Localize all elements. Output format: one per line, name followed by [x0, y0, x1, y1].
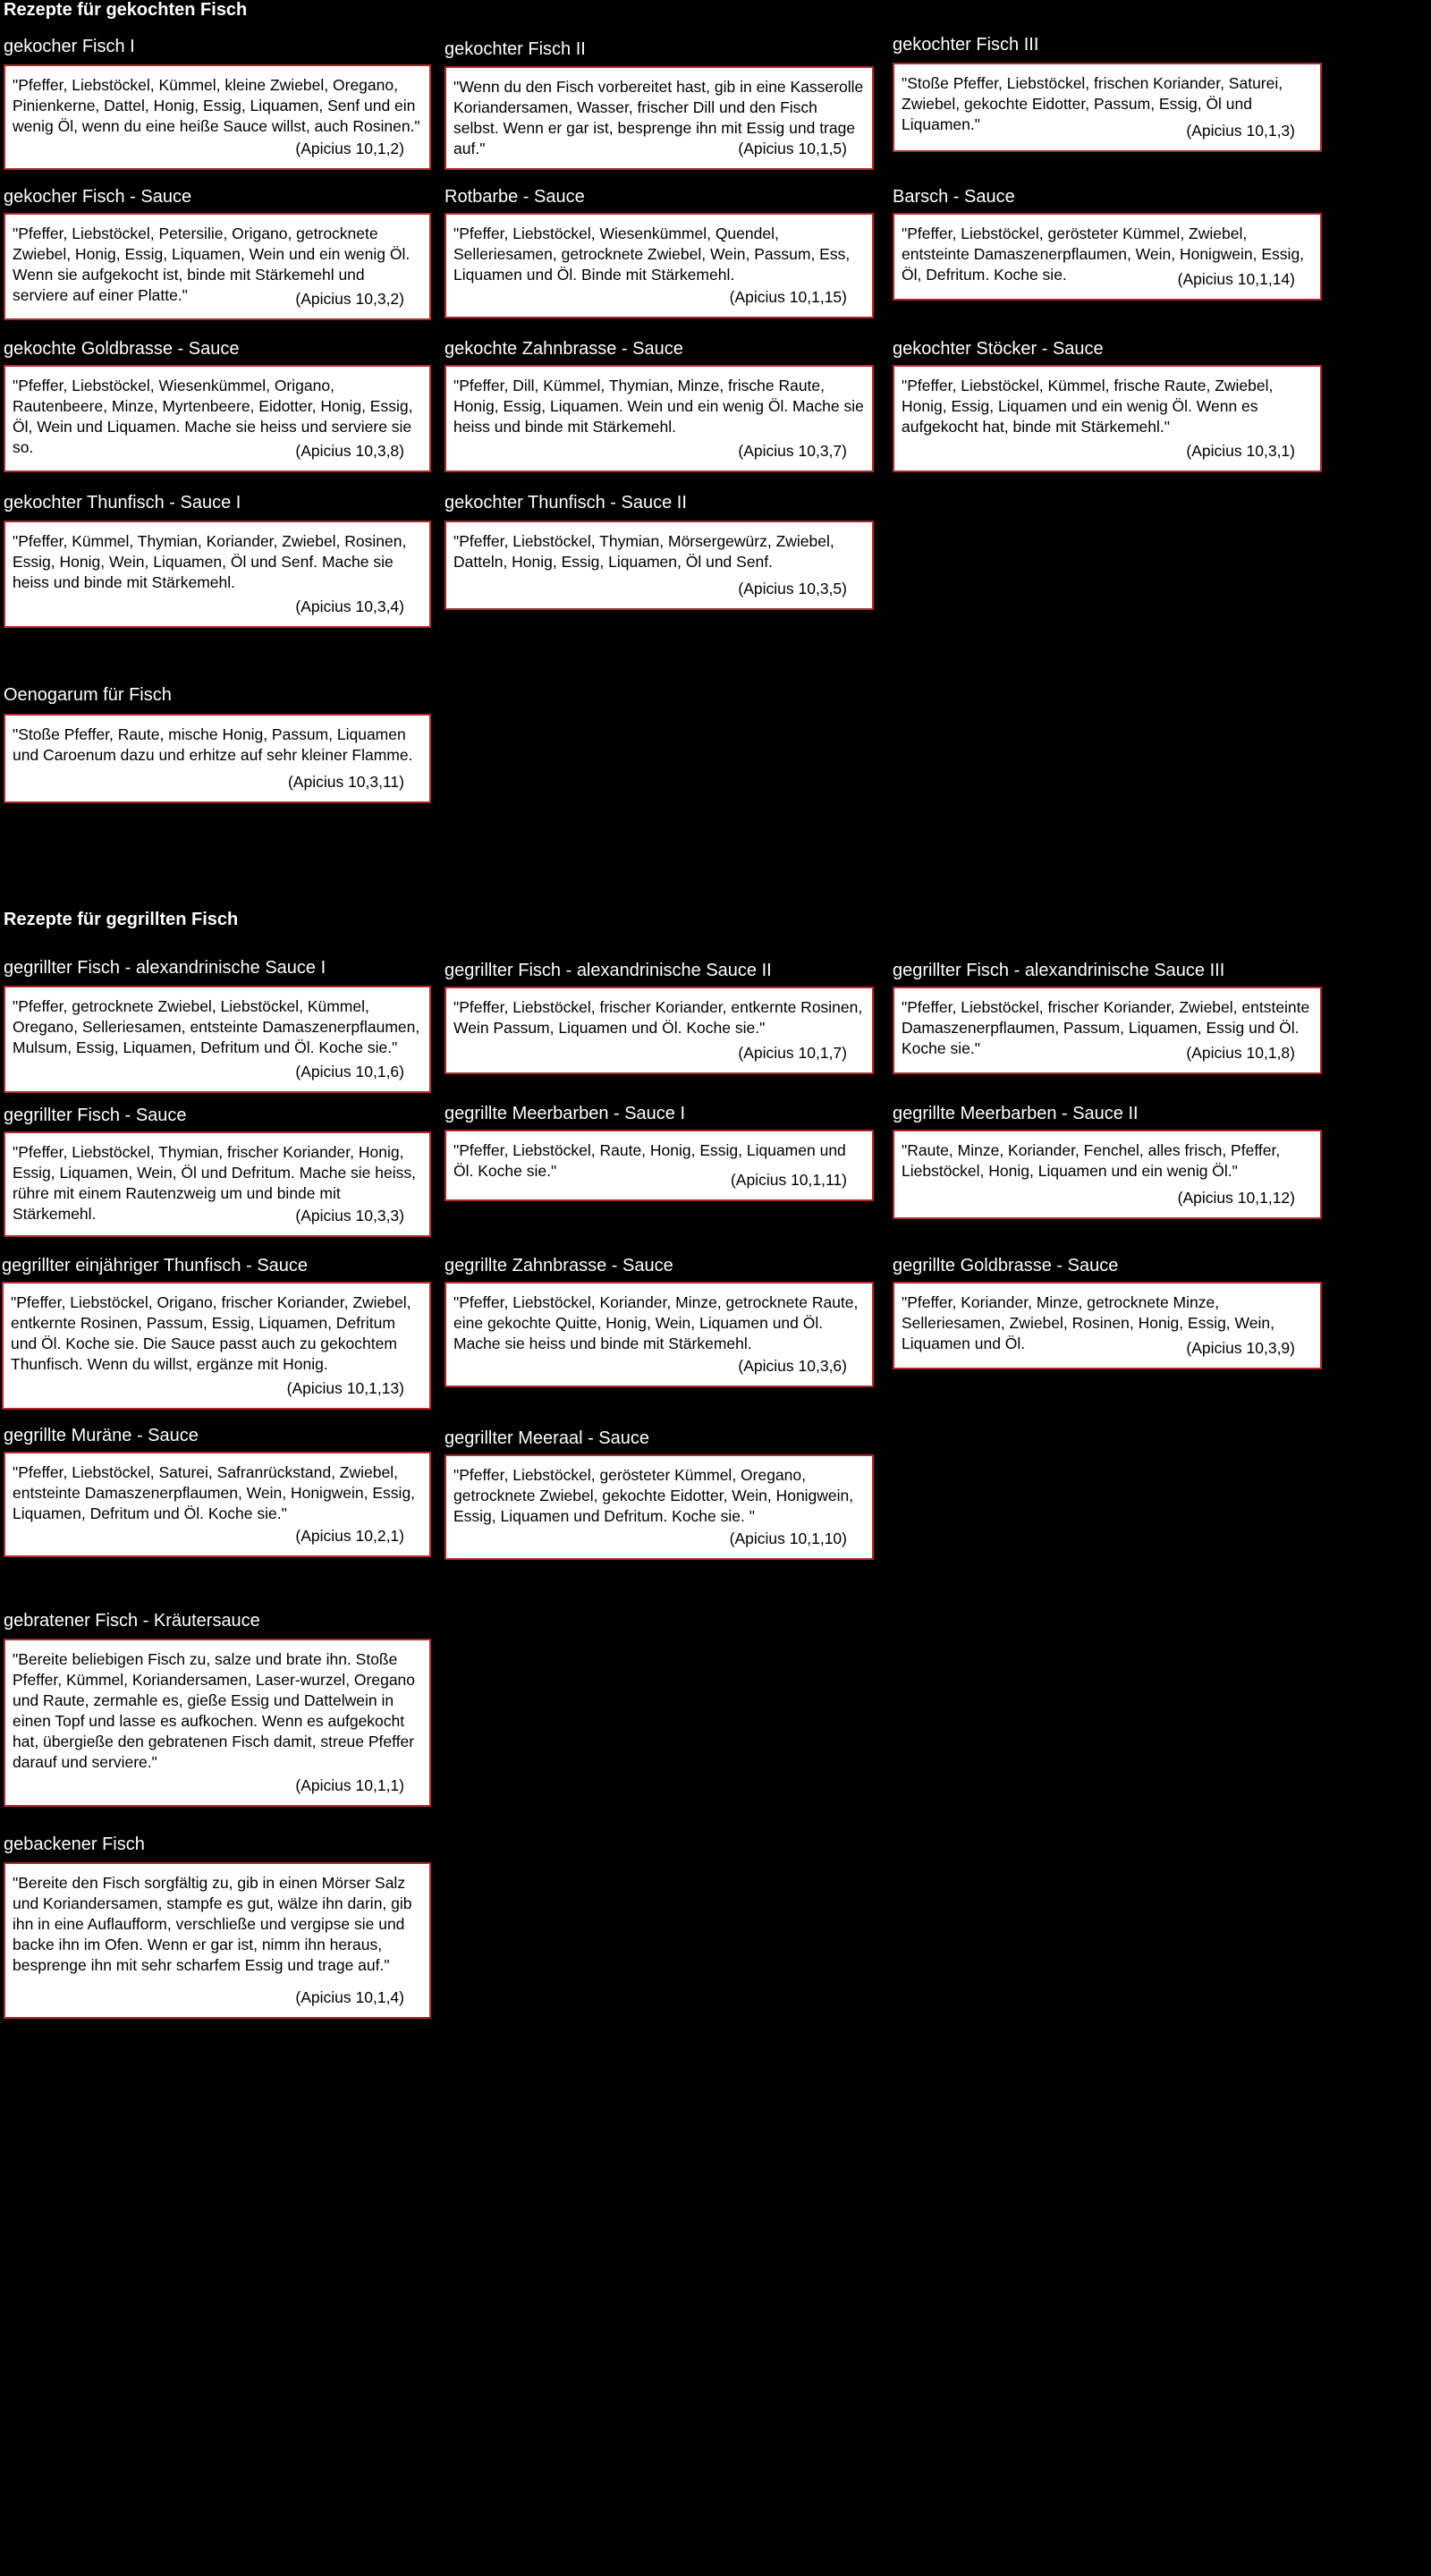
- recipe-card: [4, 338, 431, 472]
- recipe-box: [2, 1282, 431, 1410]
- recipe-reference: (Apicius 10,1,6): [290, 1062, 404, 1082]
- recipe-text: "Pfeffer, Liebstöckel, Koriander, Minze, getrocknete Raute, eine gekochte Quitte, Honig, Wein, Liquamen und Öl. Mache sie heiss und binde mit Stärkemehl.: [453, 1293, 859, 1352]
- recipe-title: gegrillter einjähriger Thunfisch - Sauce: [2, 1256, 309, 1275]
- recipe-title: Rotbarbe - Sauce: [445, 187, 585, 207]
- recipe-card: [893, 338, 1322, 472]
- recipe-text: "Pfeffer, Liebstöckel, Petersilie, Origano, getrocknete Zwiebel, Honig, Essig, Liquamen, Wein und ein wenig Öl. Wenn sie aufgekocht ist, binde mit Stärkemehl und serviere auf einer Platte.": [13, 225, 411, 304]
- recipe-text: "Pfeffer, Liebstöckel, gerösteter Kümmel, Zwiebel, entsteinte Damaszenerpflaumen, Wein, Honigwein, Essig, Öl, Defritum. Koche sie.: [902, 225, 1305, 284]
- recipe-title: gegrillte Meerbarben - Sauce II: [893, 1104, 1139, 1123]
- recipe-box: [445, 1282, 874, 1387]
- recipe-card: [4, 492, 431, 628]
- recipe-title: gegrillter Fisch - Sauce: [4, 1106, 187, 1125]
- recipe-card: [2, 1255, 431, 1410]
- recipe-reference: (Apicius 10,3,3): [290, 1206, 404, 1226]
- recipe-box: [893, 1130, 1322, 1219]
- recipe-box: [893, 213, 1322, 301]
- recipe-text: "Bereite den Fisch sorgfältig zu, gib in einen Mörser Salz und Koriandersamen, stampfe es gut, wälze ihn darin, gib ihn in eine Auflaufform, verschließe und vergipse sie und backe ihn im Ofen. Wenn er gar ist, nimm ihn heraus, besprenge ihn mit sehr scharfem Essig und trage auf.": [13, 1874, 412, 1974]
- recipe-box: [4, 213, 431, 320]
- recipe-title: gekochte Zahnbrasse - Sauce: [445, 339, 683, 359]
- recipe-reference: (Apicius 10,3,7): [732, 441, 847, 462]
- recipe-title: gegrillte Goldbrasse - Sauce: [893, 1256, 1119, 1275]
- recipe-card: [4, 1834, 431, 2019]
- recipe-reference: (Apicius 10,3,6): [732, 1356, 847, 1377]
- recipe-text: "Pfeffer, Liebstöckel, Origano, frischer Koriander, Zwiebel, entkernte Rosinen, Passum, Essig, Liquamen, Defritum und Öl. Koche sie. Die Sauce passt auch zu gekochtem Thunfisch. Wenn du willst, ergänze mit Honig.: [11, 1293, 411, 1373]
- recipe-card: [893, 1255, 1322, 1369]
- recipe-reference: (Apicius 10,1,3): [1181, 121, 1295, 141]
- recipe-reference: (Apicius 10,1,14): [1173, 269, 1295, 290]
- recipe-reference: (Apicius 10,3,1): [1181, 441, 1295, 462]
- recipe-title: gekochte Goldbrasse - Sauce: [4, 339, 240, 359]
- recipe-box: [4, 714, 431, 803]
- recipe-title: gekocher Fisch I: [4, 37, 135, 56]
- recipe-text: "Bereite beliebigen Fisch zu, salze und brate ihn. Stoße Pfeffer, Kümmel, Koriandersamen, Laser-wurzel, Oregano und Raute, zermahle es, gieße Essig und Dattelwein in einen Topf und lasse es aufkochen. Wenn es aufgekocht hat, übergieße den gebratenen Fisch damit, streue Pfeffer darauf und serviere.": [13, 1650, 416, 1771]
- recipe-box: [4, 1639, 431, 1807]
- recipe-reference: (Apicius 10,1,15): [724, 287, 847, 308]
- recipe-title: gegrillte Meerbarben - Sauce I: [445, 1104, 686, 1123]
- section-title-grilled: Rezepte für gegrillten Fisch: [4, 910, 239, 929]
- recipe-text: "Pfeffer, Kümmel, Thymian, Koriander, Zwiebel, Rosinen, Essig, Honig, Wein, Liquamen, Öl und Senf. Mache sie heiss und binde mit Stärkemehl.: [13, 532, 407, 591]
- recipe-text: "Pfeffer, Liebstöckel, Kümmel, kleine Zwiebel, Oregano, Pinienkerne, Dattel, Honig, Essig, Liquamen, Senf und ein wenig Öl, wenn du eine heiße Sauce willst, auch Rosinen.": [13, 76, 420, 135]
- recipe-card: [445, 338, 874, 472]
- recipe-text: "Pfeffer, getrocknete Zwiebel, Liebstöckel, Kümmel, Oregano, Selleriesamen, entsteinte Damaszenerpflaumen, Mulsum, Essig, Liquamen, Defritum und Öl. Koche sie.": [13, 997, 420, 1056]
- recipe-title: gegrillter Meeraal - Sauce: [445, 1428, 649, 1448]
- recipe-text: "Wenn du den Fisch vorbereitet hast, gib in eine Kasserolle Koriandersamen, Wasser, frischer Dill und den Fisch selbst. Wenn er gar ist, besprenge ihn mit Essig und trage auf.": [453, 78, 864, 157]
- recipe-card: [445, 960, 874, 1074]
- recipe-text: "Pfeffer, Liebstöckel, Thymian, frischer Koriander, Honig, Essig, Liquamen, Wein, Öl und Defritum. Mache sie heiss, rühre mit einem Rautenzweig um und binde mit Stärkemehl.: [13, 1143, 416, 1223]
- recipe-card: [445, 186, 874, 318]
- recipe-reference: (Apicius 10,1,2): [290, 139, 404, 159]
- recipe-box: [445, 66, 874, 170]
- recipe-card: [4, 36, 431, 170]
- recipe-box: [893, 365, 1322, 472]
- recipe-text: "Pfeffer, Liebstöckel, frischer Koriander, entkernte Rosinen, Wein Passum, Liquamen und Öl. Koche sie.": [453, 998, 863, 1037]
- recipe-title: gegrillter Fisch - alexandrinische Sauce III: [893, 961, 1225, 980]
- recipe-title: gekochter Thunfisch - Sauce II: [445, 493, 687, 513]
- recipe-text: "Pfeffer, Liebstöckel, Kümmel, frische Raute, Zwiebel, Honig, Essig, Liquamen und ein wenig Öl. Wenn es aufgekocht hat, binde mit Stärkemehl.": [902, 377, 1274, 436]
- recipe-box: [445, 213, 874, 318]
- recipe-box: [445, 365, 874, 472]
- recipe-title: gekochter Fisch III: [893, 35, 1039, 55]
- recipe-title: gekocher Fisch - Sauce: [4, 187, 192, 207]
- recipe-reference: (Apicius 10,1,12): [1173, 1188, 1295, 1208]
- recipe-box: [4, 1131, 431, 1237]
- recipe-reference: (Apicius 10,3,8): [290, 441, 404, 462]
- recipe-title: gegrillte Zahnbrasse - Sauce: [445, 1256, 673, 1275]
- recipe-box: [4, 64, 431, 170]
- recipe-title: Oenogarum für Fisch: [4, 685, 172, 705]
- recipe-text: "Pfeffer, Liebstöckel, Thymian, Mörsergewürz, Zwiebel, Datteln, Honig, Essig, Liquamen, Öl und Senf.: [453, 532, 834, 571]
- recipe-text: "Pfeffer, Koriander, Minze, getrocknete Minze, Selleriesamen, Zwiebel, Rosinen, Honig, Essig, Wein, Liquamen und Öl.: [902, 1293, 1274, 1352]
- recipe-title: gebratener Fisch - Kräutersauce: [4, 1611, 260, 1631]
- recipe-text: "Raute, Minze, Koriander, Fenchel, alles frisch, Pfeffer, Liebstöckel, Honig, Liquamen und ein wenig Öl.": [902, 1141, 1281, 1180]
- recipe-text: "Pfeffer, Liebstöckel, frischer Koriander, Zwiebel, entsteinte Damaszenerpflaumen, Passum, Liquamen, Essig und Öl. Koche sie.": [902, 998, 1310, 1057]
- recipe-card: [893, 960, 1322, 1074]
- recipe-text: "Pfeffer, Liebstöckel, Wiesenkümmel, Quendel, Selleriesamen, getrocknete Zwiebel, Wein, Passum, Ess, Liquamen und Öl. Binde mit Stärkemehl.: [453, 225, 851, 284]
- recipe-box: [4, 986, 431, 1093]
- recipe-text: "Pfeffer, Liebstöckel, gerösteter Kümmel, Oregano, getrocknete Zwiebel, gekochte Eidotter, Wein, Honigwein, Essig, Liquamen und Defritum. Koche sie. ": [453, 1466, 854, 1525]
- recipe-reference: (Apicius 10,1,7): [732, 1043, 847, 1063]
- recipe-box: [4, 1862, 431, 2019]
- recipe-card: [445, 1428, 874, 1560]
- recipe-text: "Pfeffer, Dill, Kümmel, Thymian, Minze, frische Raute, Honig, Essig, Liquamen. Wein und ein wenig Öl. Mache sie heiss und binde mit Stärkemehl.: [453, 377, 864, 436]
- recipe-card: [4, 1425, 431, 1557]
- recipe-text: "Pfeffer, Liebstöckel, Raute, Honig, Essig, Liquamen und Öl. Koche sie.": [453, 1141, 846, 1180]
- recipe-card: [4, 186, 431, 320]
- section-title-boiled: Rezepte für gekochten Fisch: [4, 0, 248, 20]
- recipe-reference: (Apicius 10,3,5): [732, 579, 847, 599]
- recipe-card: [893, 1103, 1322, 1219]
- recipe-text: "Stoße Pfeffer, Raute, mische Honig, Passum, Liquamen und Caroenum dazu und erhitze auf sehr kleiner Flamme.: [13, 725, 413, 764]
- recipe-title: gekochter Stöcker - Sauce: [893, 339, 1104, 359]
- recipe-text: "Pfeffer, Liebstöckel, Saturei, Safranrückstand, Zwiebel, entsteinte Damaszenerpflaumen, Wein, Honigwein, Essig, Liquamen, Defritum und Öl. Koche sie.": [13, 1463, 416, 1522]
- recipe-card: [445, 38, 874, 170]
- recipe-title: gekochter Fisch II: [445, 39, 586, 59]
- recipe-reference: (Apicius 10,1,1): [290, 1775, 404, 1796]
- recipe-box: [893, 1282, 1322, 1369]
- recipe-reference: (Apicius 10,1,5): [732, 139, 847, 159]
- recipe-reference: (Apicius 10,3,9): [1181, 1338, 1295, 1359]
- recipe-reference: (Apicius 10,1,8): [1181, 1043, 1295, 1063]
- recipe-box: [445, 521, 874, 610]
- recipe-reference: (Apicius 10,3,4): [290, 597, 404, 617]
- recipe-card: [4, 684, 431, 803]
- recipe-title: gegrillter Fisch - alexandrinische Sauce I: [4, 958, 326, 978]
- recipe-reference: (Apicius 10,3,2): [290, 289, 404, 309]
- recipe-card: [445, 1255, 874, 1387]
- recipe-title: gebackener Fisch: [4, 1835, 145, 1854]
- recipe-box: [445, 1130, 874, 1201]
- recipe-card: [445, 1103, 874, 1201]
- recipe-reference: (Apicius 10,1,4): [290, 1987, 404, 2008]
- recipe-box: [445, 987, 874, 1074]
- recipe-card: [4, 957, 431, 1093]
- recipe-box: [893, 63, 1322, 152]
- recipe-title: gekochter Thunfisch - Sauce I: [4, 493, 241, 513]
- recipe-reference: (Apicius 10,1,11): [725, 1170, 847, 1191]
- recipe-text: "Stoße Pfeffer, Liebstöckel, frischen Koriander, Saturei, Zwiebel, gekochte Eidotter, Passum, Essig, Öl und Liquamen.": [902, 74, 1283, 133]
- recipe-box: [4, 521, 431, 628]
- recipe-card: [893, 186, 1322, 301]
- recipe-box: [445, 1454, 874, 1560]
- recipe-reference: (Apicius 10,2,1): [290, 1526, 404, 1546]
- recipe-box: [4, 1452, 431, 1557]
- recipe-card: [445, 492, 874, 610]
- recipe-title: Barsch - Sauce: [893, 187, 1015, 207]
- recipe-card: [4, 1610, 431, 1807]
- recipe-reference: (Apicius 10,3,11): [283, 772, 404, 792]
- recipe-title: gegrillter Fisch - alexandrinische Sauce II: [445, 961, 772, 980]
- recipe-card: [893, 34, 1322, 152]
- recipe-box: [4, 365, 431, 472]
- recipe-title: gegrillte Muräne - Sauce: [4, 1426, 199, 1445]
- recipe-card: [4, 1105, 431, 1237]
- recipe-text: "Pfeffer, Liebstöckel, Wiesenkümmel, Origano, Rautenbeere, Minze, Myrtenbeere, Eidotter, Honig, Essig, Öl, Wein und Liquamen. Mache sie heiss und serviere sie so.: [13, 377, 413, 456]
- recipe-reference: (Apicius 10,1,13): [282, 1378, 404, 1399]
- recipe-reference: (Apicius 10,1,10): [724, 1529, 847, 1549]
- recipe-box: [893, 987, 1322, 1074]
